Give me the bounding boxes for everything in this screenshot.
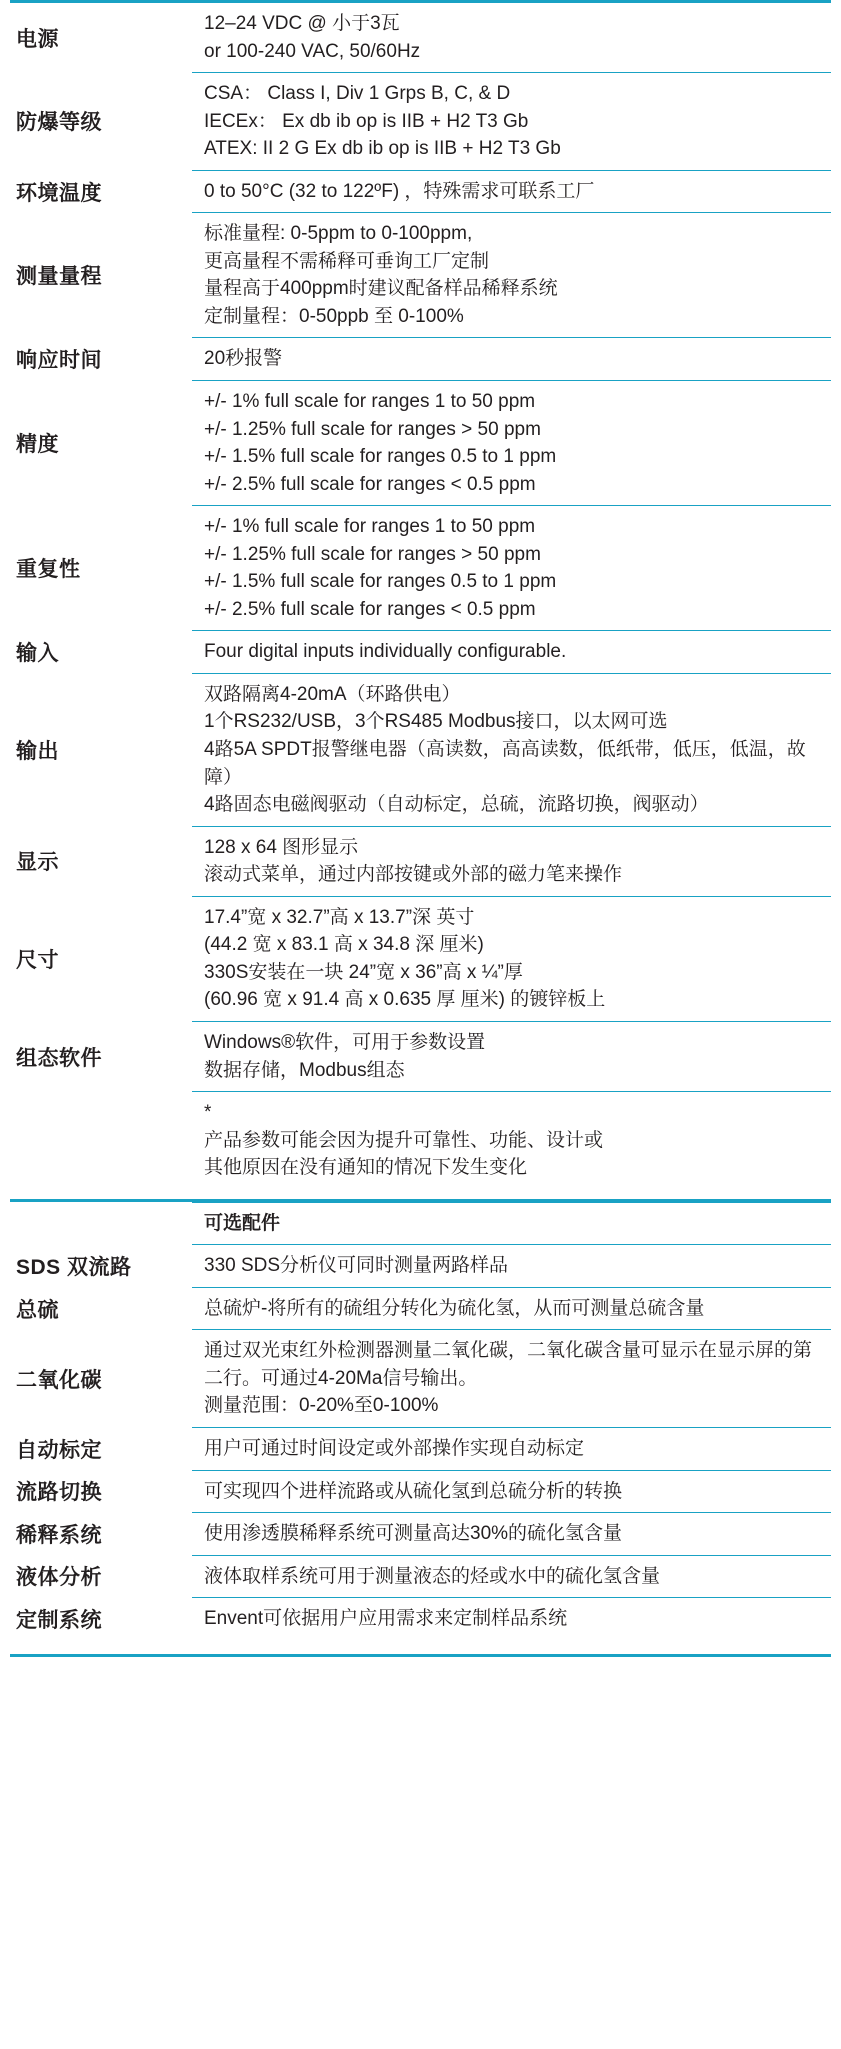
option-label-sds-dual-stream: SDS 双流路 — [16, 1256, 132, 1279]
table-row — [10, 1555, 831, 1598]
option-line: 可实现四个进样流路或从硫化氢到总硫分析的转换 — [204, 1480, 623, 1502]
footnote — [192, 1092, 831, 1189]
option-line: 使用渗透膜稀释系统可测量高达30%的硫化氢含量 — [204, 1523, 623, 1545]
table-row — [10, 213, 831, 338]
section-divider-row — [10, 1189, 831, 1203]
option-value-sds-dual-stream — [192, 1245, 831, 1288]
table-row — [10, 506, 831, 631]
spec-line: 1个RS232/USB，3个RS485 Modbus接口，以太网可选 — [204, 711, 668, 733]
spec-line: +/- 1.5% full scale for ranges 0.5 to 1 ppm — [204, 446, 557, 468]
option-line: 通过双光束红外检测器测量二氧化碳，二氧化碳含量可显示在显示屏的第二行。可通过4-20Ma信号输出。 — [204, 1340, 813, 1389]
optional-label-empty — [10, 1202, 192, 1245]
table-row — [10, 73, 831, 171]
optional-accessories-heading: 可选配件 — [192, 1202, 831, 1245]
spec-value-power — [192, 3, 831, 73]
footnote-label-empty — [10, 1092, 192, 1189]
option-label-liquid-analysis: 液体分析 — [16, 1566, 102, 1590]
spec-label-configuration-software: 组态软件 — [16, 1046, 102, 1070]
table-row — [10, 826, 831, 896]
spec-value-accuracy — [192, 381, 831, 506]
spec-line: +/- 2.5% full scale for ranges < 0.5 ppm — [204, 473, 536, 495]
table-row — [10, 1513, 831, 1556]
spec-line: +/- 1.25% full scale for ranges > 50 ppm — [204, 418, 541, 440]
footnote-line: 其他原因在没有通知的情况下发生变化 — [204, 1157, 528, 1179]
footnote-row — [10, 1092, 831, 1189]
option-line: 用户可通过时间设定或外部操作实现自动标定 — [204, 1437, 585, 1459]
spec-line: 定制量程：0-50ppb 至 0-100% — [204, 305, 464, 327]
spec-line: 数据存储，Modbus组态 — [204, 1059, 405, 1081]
option-value-dilution-system — [192, 1513, 831, 1556]
table-row — [10, 673, 831, 826]
spec-line: or 100-240 VAC, 50/60Hz — [204, 40, 421, 62]
spec-line: +/- 1% full scale for ranges 1 to 50 ppm — [204, 516, 536, 538]
option-value-custom-system — [192, 1598, 831, 1640]
option-label-total-sulfur: 总硫 — [16, 1298, 59, 1322]
spec-line: 4路固态电磁阀驱动（自动标定，总硫，流路切换，阀驱动） — [204, 794, 709, 816]
spec-value-output — [192, 673, 831, 826]
spec-label-input: 输入 — [16, 642, 59, 666]
spec-line: 12–24 VDC @ 小于3瓦 — [204, 13, 400, 34]
spec-label-accuracy: 精度 — [16, 433, 59, 457]
spec-value-input — [192, 631, 831, 674]
option-label-auto-calibration: 自动标定 — [16, 1438, 102, 1462]
spec-line: +/- 1.5% full scale for ranges 0.5 to 1 ppm — [204, 571, 557, 593]
optional-heading-row — [10, 1202, 831, 1245]
option-value-carbon-dioxide — [192, 1330, 831, 1428]
spec-line: 17.4”宽 x 32.7”高 x 13.7”深 英寸 — [204, 906, 475, 928]
spec-line: +/- 1.25% full scale for ranges > 50 ppm — [204, 543, 541, 565]
option-line: Envent可依据用户应用需求来定制样品系统 — [204, 1608, 568, 1630]
option-value-auto-calibration — [192, 1427, 831, 1470]
spec-label-output: 输出 — [16, 739, 59, 763]
option-label-carbon-dioxide: 二氧化碳 — [16, 1368, 102, 1392]
table-row — [10, 1021, 831, 1091]
option-line: 总硫炉-将所有的硫组分转化为硫化氢，从而可测量总硫含量 — [204, 1297, 705, 1319]
spec-line: +/- 2.5% full scale for ranges < 0.5 ppm — [204, 598, 536, 620]
spec-line: 更高量程不需稀释可垂询工厂定制 — [204, 250, 490, 272]
spec-value-response-time — [192, 338, 831, 381]
option-line: 液体取样系统可用于测量液态的烃或水中的硫化氢含量 — [204, 1565, 661, 1587]
bottom-rule — [10, 1654, 831, 1657]
option-label-dilution-system: 稀释系统 — [16, 1523, 102, 1547]
spec-value-display — [192, 826, 831, 896]
spec-line: (60.96 宽 x 91.4 高 x 0.635 厚 厘米) 的镀锌板上 — [204, 989, 606, 1011]
section-divider — [10, 1189, 831, 1203]
table-row — [10, 1470, 831, 1513]
table-row — [10, 338, 831, 381]
specifications-body — [10, 3, 831, 1640]
spec-line: ATEX: II 2 G Ex db ib op is IIB + H2 T3 Gb — [204, 138, 561, 160]
spec-label-dimensions: 尺寸 — [16, 948, 59, 972]
table-row — [10, 170, 831, 213]
table-row — [10, 3, 831, 73]
spec-line: Four digital inputs individually configurable. — [204, 641, 567, 663]
spec-line: 4路5A SPDT报警继电器（高读数，高高读数，低纸带，低压，低温，故障） — [204, 739, 806, 788]
spec-line: 128 x 64 图形显示 — [204, 836, 359, 858]
option-line: 测量范围：0-20%至0-100% — [204, 1395, 439, 1417]
spec-line: 量程高于400ppm时建议配备样品稀释系统 — [204, 278, 558, 300]
spec-line: 标准量程: 0-5ppm to 0-100ppm, — [204, 223, 473, 245]
option-value-liquid-analysis — [192, 1555, 831, 1598]
spec-line: 双路隔离4-20mA（环路供电） — [204, 683, 461, 705]
footnote-star: * — [204, 1102, 212, 1124]
spec-line: 20秒报警 — [204, 348, 283, 370]
table-row — [10, 631, 831, 674]
spec-label-ambient-temperature: 环境温度 — [16, 181, 102, 205]
spec-label-response-time: 响应时间 — [16, 349, 102, 373]
spec-label-measuring-range: 测量量程 — [16, 265, 102, 289]
option-value-total-sulfur — [192, 1287, 831, 1330]
spec-line: 滚动式菜单，通过内部按键或外部的磁力笔来操作 — [204, 864, 623, 886]
option-label-stream-switching: 流路切换 — [16, 1481, 102, 1505]
spec-line: (44.2 宽 x 83.1 高 x 34.8 深 厘米) — [204, 934, 484, 956]
table-row — [10, 1287, 831, 1330]
table-row — [10, 1598, 831, 1640]
option-value-stream-switching — [192, 1470, 831, 1513]
spec-line: 0 to 50°C (32 to 122ºF) ，特殊需求可联系工厂 — [204, 180, 595, 202]
specifications-table — [10, 3, 831, 1640]
spec-label-explosion-rating: 防爆等级 — [16, 111, 102, 135]
spec-value-configuration-software — [192, 1021, 831, 1091]
table-row — [10, 896, 831, 1021]
option-line: 330 SDS分析仪可同时测量两路样品 — [204, 1255, 509, 1277]
spec-label-power: 电源 — [16, 27, 59, 51]
footnote-line: 产品参数可能会因为提升可靠性、功能、设计或 — [204, 1129, 604, 1151]
spec-value-explosion-rating — [192, 73, 831, 171]
option-label-custom-system: 定制系统 — [16, 1608, 102, 1632]
table-row — [10, 1245, 831, 1288]
spec-line: Windows®软件，可用于参数设置 — [204, 1031, 486, 1053]
spec-value-ambient-temperature — [192, 170, 831, 213]
spec-line: 330S安装在一块 24”宽 x 36”高 x ¼”厚 — [204, 961, 523, 983]
spec-value-dimensions — [192, 896, 831, 1021]
spec-label-display: 显示 — [16, 851, 59, 875]
table-row — [10, 1330, 831, 1428]
spec-value-repeatability — [192, 506, 831, 631]
spec-line: IECEx： Ex db ib op is IIB + H2 T3 Gb — [204, 110, 529, 132]
table-row — [10, 381, 831, 506]
spec-line: CSA： Class I, Div 1 Grps B, C, & D — [204, 83, 511, 105]
spec-label-repeatability: 重复性 — [16, 558, 81, 582]
table-row — [10, 1427, 831, 1470]
spec-value-measuring-range — [192, 213, 831, 338]
spec-line: +/- 1% full scale for ranges 1 to 50 ppm — [204, 391, 536, 413]
